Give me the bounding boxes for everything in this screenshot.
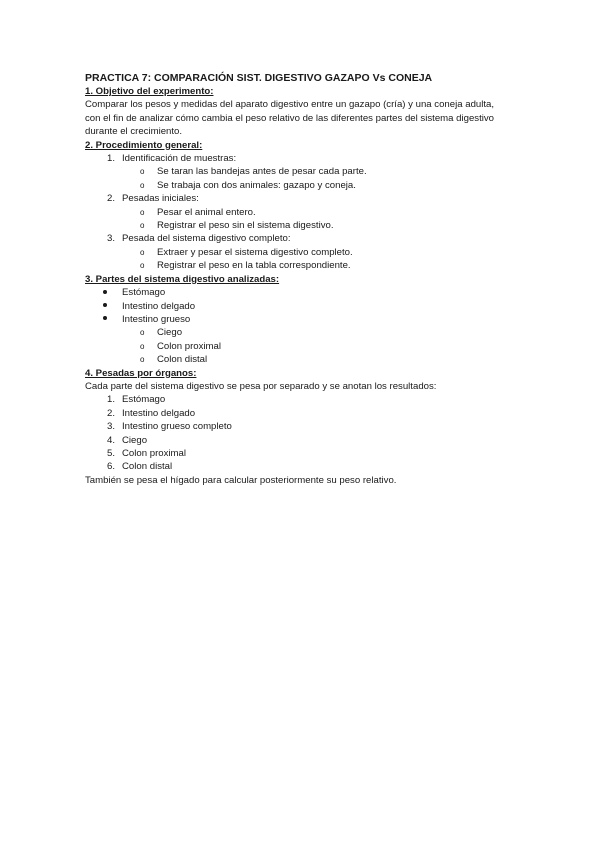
substep-text: Registrar el peso sin el sistema digestivo.	[157, 220, 334, 232]
circle-bullet-icon: o	[140, 328, 145, 338]
list-subitem	[85, 353, 525, 366]
substep-text: Se taran las bandejas antes de pesar cada parte.	[157, 166, 367, 178]
substep-text: Se trabaja con dos animales: gazapo y coneja.	[157, 179, 356, 191]
subpart-name: Ciego	[157, 327, 183, 339]
circle-bullet-icon: o	[140, 341, 145, 351]
organ-name: Estómago	[122, 394, 166, 406]
section-4-heading: 4. Pesadas por órganos:	[85, 367, 197, 379]
procedure-substep	[85, 179, 525, 192]
substep-text: Extraer y pesar el sistema digestivo completo.	[157, 246, 353, 258]
weighing-list	[85, 393, 525, 473]
organ-name: Ciego	[122, 434, 148, 446]
bullet-icon	[103, 286, 122, 299]
subpart-name: Colon proximal	[157, 340, 221, 352]
circle-bullet-icon: o	[140, 355, 145, 365]
section-3-heading: 3. Partes del sistema digestivo analizadas:	[85, 273, 280, 285]
section-1-line: con el fin de analizar cómo cambia el peso relativo de las diferentes partes del sistema digestivo	[85, 112, 495, 124]
part-name: Intestino grueso	[122, 313, 191, 325]
list-subitem	[85, 340, 525, 353]
circle-bullet-icon: o	[140, 207, 145, 217]
organ-name: Intestino grueso completo	[122, 421, 232, 433]
list-item	[85, 434, 525, 447]
procedure-list	[85, 152, 525, 273]
item-number: 2.	[106, 407, 115, 419]
procedure-substep	[85, 259, 525, 272]
substep-text: Registrar el peso en la tabla correspondiente.	[157, 260, 351, 272]
list-item	[85, 407, 525, 420]
list-subitem	[85, 326, 525, 339]
step-number: 3.	[106, 233, 115, 245]
subpart-name: Colon distal	[157, 354, 208, 366]
list-item	[85, 393, 525, 406]
procedure-substep	[85, 219, 525, 232]
list-item	[85, 286, 525, 299]
list-item	[85, 447, 525, 460]
section-2-heading: 2. Procedimiento general:	[85, 139, 203, 151]
substep-text: Pesar el animal entero.	[157, 206, 256, 218]
step-label: Pesadas iniciales:	[122, 193, 199, 205]
step-number: 2.	[106, 193, 115, 205]
item-number: 1.	[106, 394, 115, 406]
item-number: 4.	[106, 434, 115, 446]
item-number: 5.	[106, 447, 115, 459]
organ-name: Intestino delgado	[122, 407, 196, 419]
step-label: Identificación de muestras:	[122, 153, 237, 165]
parts-list	[85, 286, 525, 366]
list-item	[85, 420, 525, 433]
section-4-intro: Cada parte del sistema digestivo se pesa por separado y se anotan los resultados:	[85, 380, 437, 392]
circle-bullet-icon: o	[140, 221, 145, 231]
section-1-line: durante el crecimiento.	[85, 126, 183, 138]
list-item	[85, 313, 525, 326]
section-4-closing: También se pesa el hígado para calcular posteriormente su peso relativo.	[85, 474, 397, 486]
procedure-step	[85, 232, 525, 245]
procedure-step	[85, 152, 525, 165]
circle-bullet-icon: o	[140, 247, 145, 257]
bullet-icon	[103, 313, 122, 326]
list-item	[85, 300, 525, 313]
organ-name: Colon proximal	[122, 447, 186, 459]
document-content	[85, 71, 525, 487]
document-title: PRACTICA 7: COMPARACIÓN SIST. DIGESTIVO GAZAPO Vs CONEJA	[85, 72, 433, 84]
part-name: Estómago	[122, 287, 166, 299]
procedure-substep	[85, 246, 525, 259]
circle-bullet-icon: o	[140, 180, 145, 190]
step-number: 1.	[106, 153, 115, 165]
procedure-step	[85, 192, 525, 205]
section-1-heading: 1. Objetivo del experimento:	[85, 86, 214, 97]
procedure-substep	[85, 206, 525, 219]
circle-bullet-icon: o	[140, 261, 145, 271]
step-label: Pesada del sistema digestivo completo:	[122, 233, 291, 245]
organ-name: Colon distal	[122, 461, 173, 473]
procedure-substep	[85, 165, 525, 178]
item-number: 6.	[106, 461, 115, 473]
item-number: 3.	[106, 421, 115, 433]
list-item	[85, 460, 525, 473]
section-1-line: Comparar los pesos y medidas del aparato digestivo entre un gazapo (cría) y una coneja adulta,	[85, 99, 495, 111]
bullet-icon	[103, 300, 122, 313]
part-name: Intestino delgado	[122, 300, 196, 312]
circle-bullet-icon: o	[140, 167, 145, 177]
